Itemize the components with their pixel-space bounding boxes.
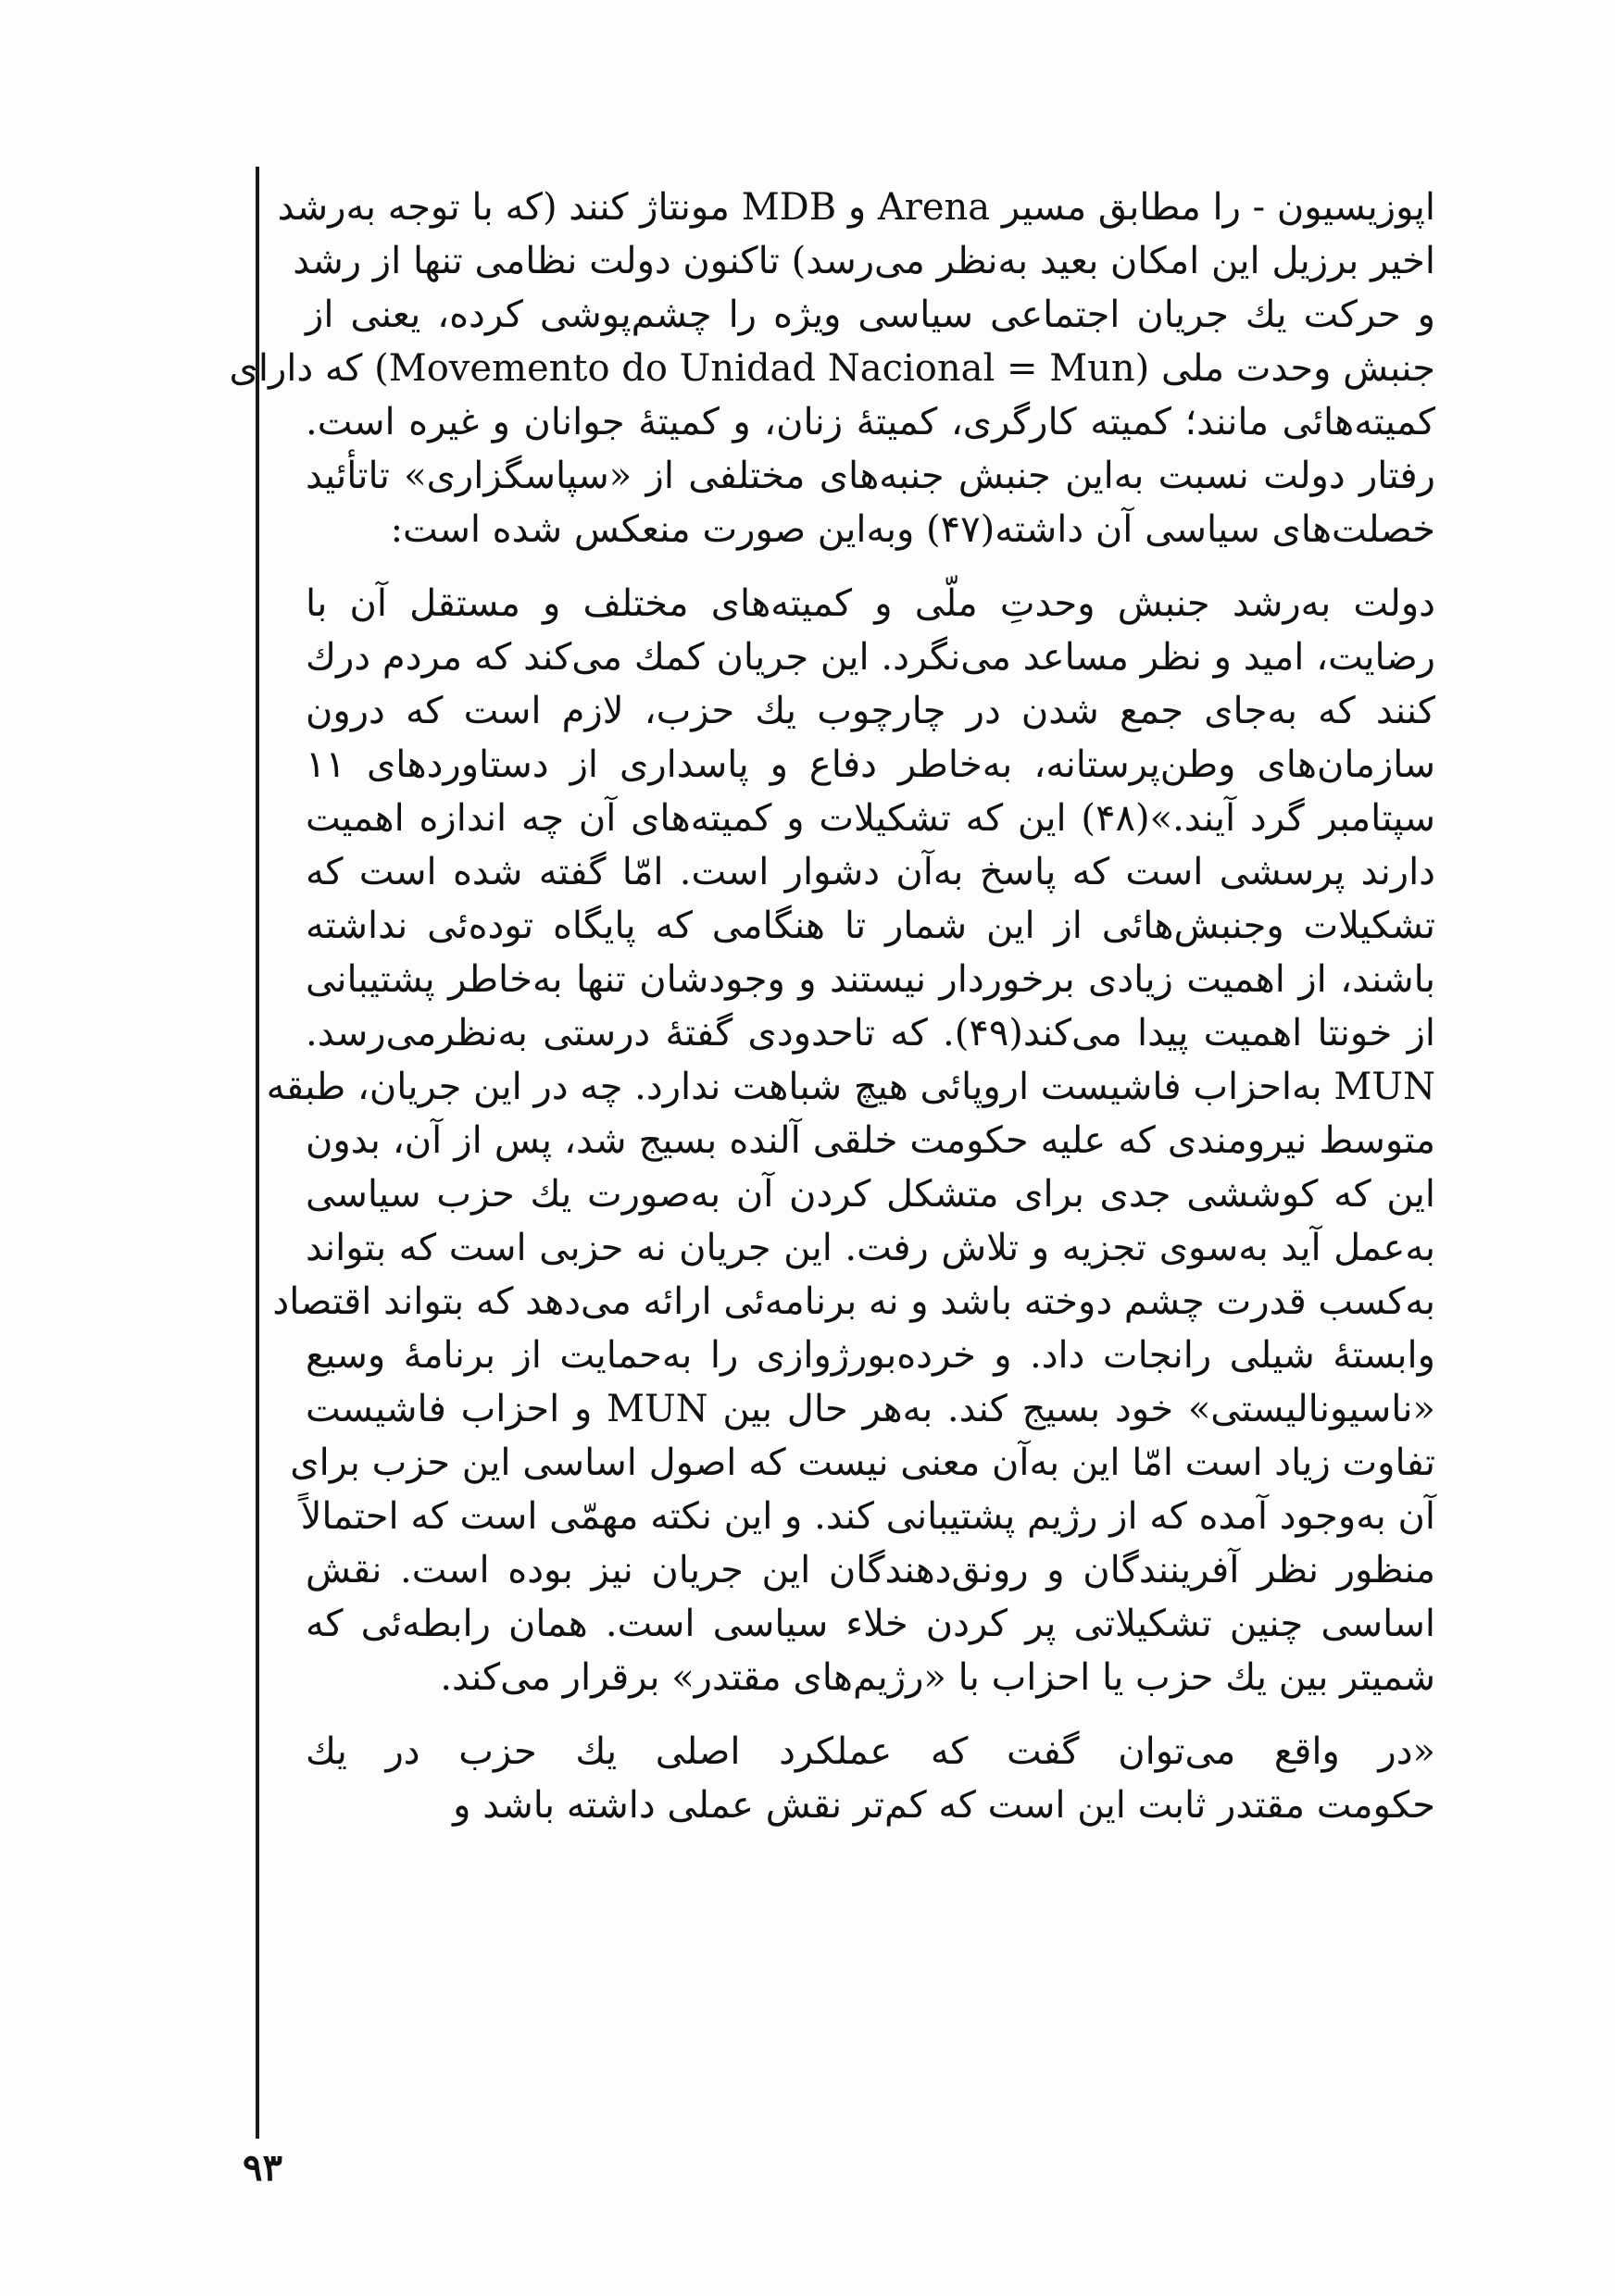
text-line: اخیر برزیل این امکان بعید به‌نظر می‌رسد) تاکنون دولت نظامی تنها از رشد bbox=[293, 240, 1435, 282]
text-line: تشکیلات وجنبش‌هائی از این شمار تا هنگامی که پایگاه توده‌ئی نداشته bbox=[306, 905, 1435, 947]
text-line: «ناسیونالیستی» خود بسیج کند. به‌هر حال بین MUN و احزاب فاشیست bbox=[306, 1388, 1436, 1430]
text-line: رضایت، امید و نظر مساعد می‌نگرد. این جریان کمك می‌کند که مردم درك bbox=[306, 636, 1435, 679]
text-line: وابستهٔ شیلی رانجات داد. و خرده‌بورژوازی را به‌حمایت از برنامهٔ وسیع bbox=[306, 1334, 1435, 1377]
text-line: خصلت‌های سیاسی آن داشته(۴۷) وبه‌این صورت منعکس شده است: bbox=[390, 508, 1435, 551]
text-line: و حرکت یك جریان اجتماعی سیاسی ویژه را چشم‌پوشی کرده، یعنی از bbox=[306, 293, 1435, 336]
paragraph-gap bbox=[306, 1704, 1435, 1725]
margin-rule bbox=[256, 167, 259, 2139]
text-line: جنبش وحدت ملی (Movemento do Unidad Nacional = Mun) که دارای bbox=[229, 347, 1435, 390]
text-line: «در واقع می‌توان گفت که عملکرد اصلی یك حزب در یك bbox=[306, 1730, 1435, 1773]
paragraph-gap bbox=[306, 556, 1435, 577]
text-line: حکومت مقتدر ثابت این است که کم‌تر نقش عملی داشته باشد و bbox=[453, 1784, 1435, 1827]
text-line: باشند، از اهمیت زیادی برخوردار نیستند و وجودشان تنها به‌خاطر پشتیبانی bbox=[306, 958, 1435, 1001]
text-line: MUN به‌احزاب فاشیست اروپائی هیچ شباهت ندارد. چه در این جریان، طبقه bbox=[266, 1066, 1435, 1108]
text-line: تفاوت زیاد است امّا این به‌آن معنی نیست که اصول اساسی این حزب برای bbox=[290, 1441, 1435, 1484]
body-text bbox=[229, 181, 1436, 1832]
text-line: به‌عمل آید به‌سوی تجزیه و تلاش رفت. این جریان نه حزبی است که بتواند bbox=[306, 1227, 1435, 1269]
text-line: متوسط نیرومندی که علیه حکومت خلقی آلنده بسیج شد، پس از آن، بدون bbox=[306, 1119, 1435, 1162]
page-number: ۹۳ bbox=[243, 2146, 282, 2190]
text-line: اساسی چنین تشکیلاتی پر کردن خلاء سیاسی است. همان رابطه‌ئی که bbox=[306, 1603, 1435, 1645]
text-line: سپتامبر گرد آیند.»(۴۸) این که تشکیلات و کمیته‌های آن چه اندازه اهمیت bbox=[306, 797, 1436, 840]
text-line: دولت به‌رشد جنبش وحدتِ ملّی و کمیته‌های مختلف و مستقل آن با bbox=[306, 582, 1435, 625]
text-line: منظور نظر آفرینندگان و رونق‌دهندگان این جریان نیز بوده است. نقش bbox=[306, 1549, 1435, 1591]
text-line: به‌کسب قدرت چشم دوخته باشد و نه برنامه‌ئی ارائه می‌دهد که بتواند اقتصاد bbox=[272, 1280, 1435, 1323]
text-line: رفتار دولت نسبت به‌این جنبش جنبه‌های مختلفی از «سپاسگزاری» تاتأئید bbox=[306, 455, 1435, 497]
text-line: از خونتا اهمیت پیدا می‌کند(۴۹). که تاحدودی گفتهٔ درستی به‌نظرمی‌رسد. bbox=[306, 1012, 1435, 1054]
text-line: آن به‌وجود آمده که از رژیم پشتیبانی کند. و این نکته مهمّی است که احتمالاً bbox=[300, 1495, 1435, 1538]
text-line: کنند که به‌جای جمع شدن در چارچوب یك حزب، لازم است که درون bbox=[306, 690, 1435, 732]
text-line: شمیتر بین یك حزب یا احزاب با «رژیم‌های مقتدر» برقرار می‌کند. bbox=[440, 1656, 1435, 1699]
text-line: این که کوششی جدی برای متشکل کردن آن به‌صورت یك حزب سیاسی bbox=[306, 1173, 1435, 1216]
text-line: کمیته‌هائی مانند؛ کمیته کارگری، کمیتهٔ زنان، و کمیتهٔ جوانان و غیره است. bbox=[306, 401, 1435, 443]
text-line: دارند پرسشی است که پاسخ به‌آن دشوار است. امّا گفته شده است که bbox=[306, 851, 1435, 893]
text-line: سازمان‌های وطن‌پرستانه، به‌خاطر دفاع و پاسداری از دستاوردهای ۱۱ bbox=[306, 743, 1435, 786]
text-line: اپوزیسیون - را مطابق مسیر Arena و MDB مونتاژ کنند (که با توجه به‌رشد bbox=[277, 186, 1435, 229]
